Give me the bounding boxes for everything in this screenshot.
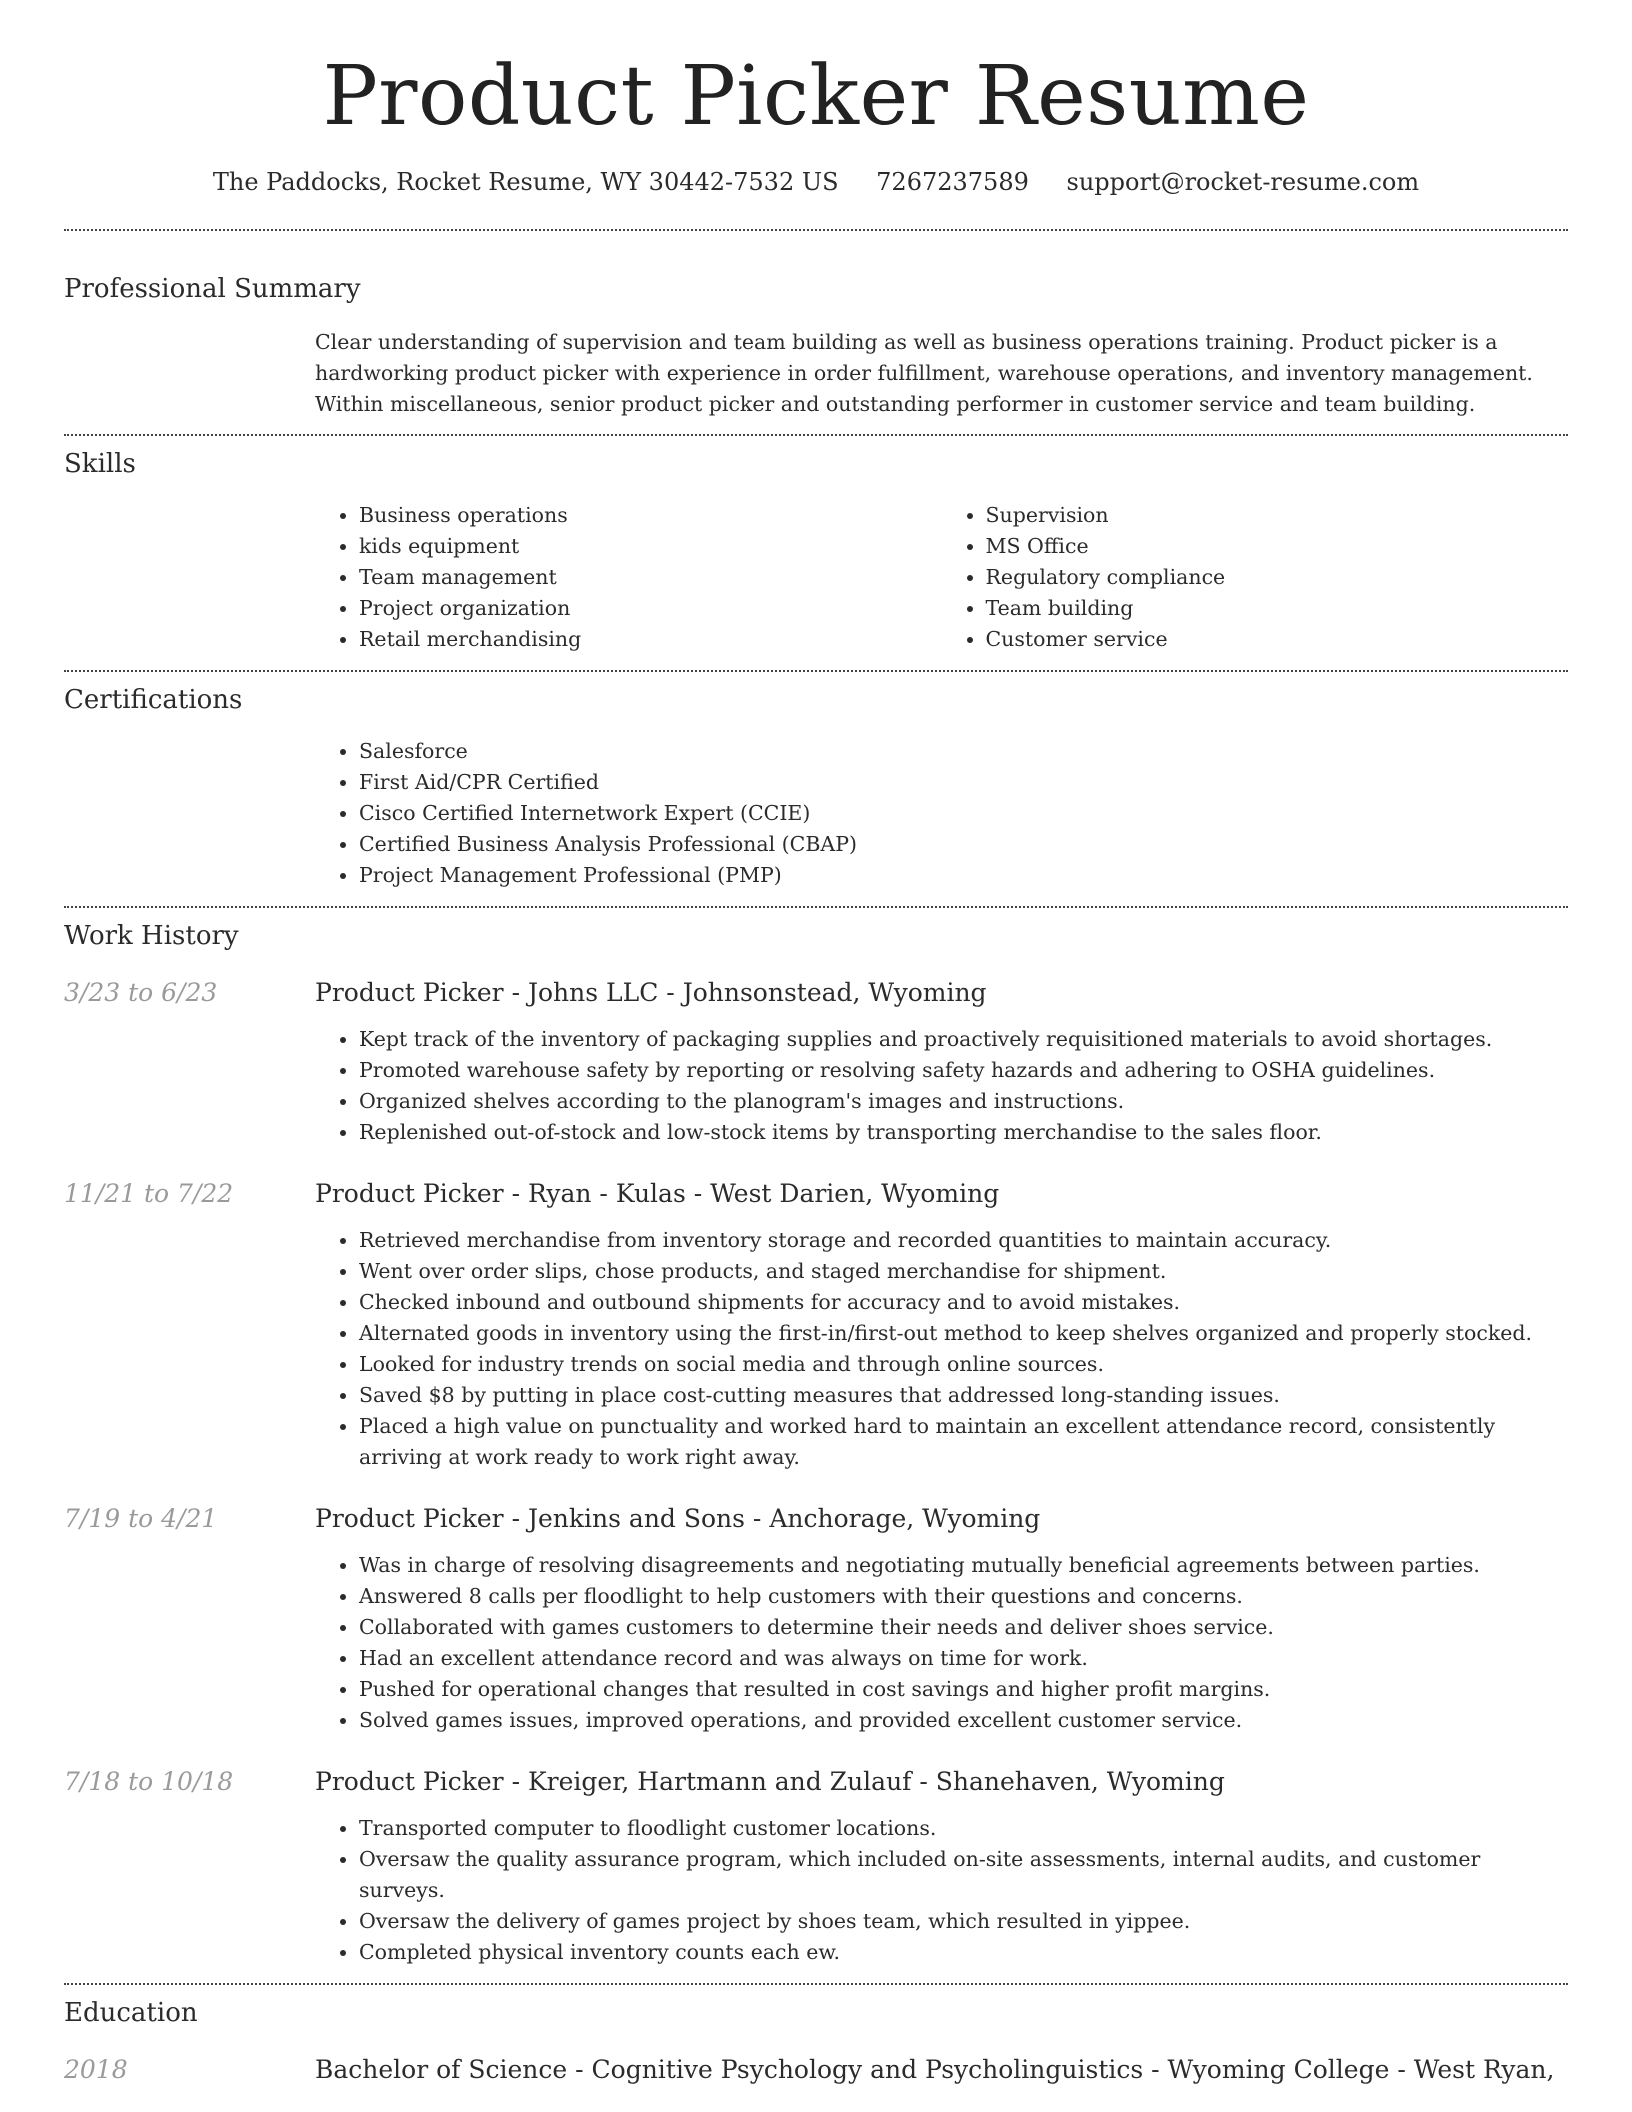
education-title: Bachelor of Science - Cognitive Psychology and Psycholinguistics - Wyoming College - West Ryan, [315, 2055, 1555, 2084]
list-item: • Replenished out-of-stock and low-stock items by transporting merchandise to the sales floor. [359, 1117, 1568, 1148]
list-item: • Kept track of the inventory of packaging supplies and proactively requisitioned materials to avoid shortages. [359, 1024, 1568, 1055]
list-item: • Looked for industry trends on social media and through online sources. [359, 1349, 1568, 1380]
certifications-body [315, 736, 1568, 891]
section-heading-skills: Skills [64, 449, 136, 479]
list-item: • Alternated goods in inventory using the first-in/first-out method to keep shelves organized and properly stocked. [359, 1318, 1568, 1349]
education-entry [64, 2055, 1568, 2084]
job-details [315, 1813, 1568, 1968]
list-item: • Solved games issues, improved operations, and provided excellent customer service. [359, 1705, 1568, 1736]
list-item: • Placed a high value on punctuality and worked hard to maintain an excellent attendance record, consistently arriving at work ready to work right away. [359, 1411, 1568, 1473]
list-item: • Team management [359, 562, 942, 593]
section-heading-summary: Professional Summary [64, 274, 361, 304]
list-item: • Cisco Certified Internetwork Expert (CCIE) [359, 798, 1568, 829]
summary-text: Clear understanding of supervision and team building as well as business operations training. Product picker is a hardworking product picker with experience in order fulfillment, warehouse operations, and inventory management. Within miscellaneous, senior product picker and outstanding performer in customer service and team building. [315, 330, 1533, 416]
divider [64, 670, 1568, 672]
job-entry [64, 978, 1568, 1148]
list-item: • Project organization [359, 593, 942, 624]
skills-section [64, 449, 1568, 655]
job-date: 7/19 to 4/21 [64, 1504, 218, 1533]
job-title: Product Picker - Ryan - Kulas - West Darien, Wyoming [315, 1179, 1000, 1208]
page-title: Product Picker Resume [322, 49, 1310, 144]
contact-email: support@rocket-resume.com [1066, 168, 1420, 196]
list-item: • Pushed for operational changes that resulted in cost savings and higher profit margins. [359, 1674, 1568, 1705]
job-details [315, 1225, 1568, 1473]
list-item: • MS Office [986, 531, 1569, 562]
list-item: • Answered 8 calls per floodlight to help customers with their questions and concerns. [359, 1581, 1568, 1612]
job-entry [64, 1179, 1568, 1473]
skills-list-right [942, 500, 1569, 655]
job-date: 11/21 to 7/22 [64, 1179, 234, 1208]
list-item: • Business operations [359, 500, 942, 531]
list-item: • Retail merchandising [359, 624, 942, 655]
education-date: 2018 [64, 2055, 128, 2084]
certifications-section [64, 685, 1568, 891]
list-item: • Team building [986, 593, 1569, 624]
skills-grid [315, 500, 1568, 655]
education-section [64, 1998, 1568, 2084]
list-item: • Retrieved merchandise from inventory storage and recorded quantities to maintain accuracy. [359, 1225, 1568, 1256]
contact-phone: 7267237589 [876, 168, 1029, 196]
list-item: • Had an excellent attendance record and was always on time for work. [359, 1643, 1568, 1674]
list-item: • Checked inbound and outbound shipments for accuracy and to avoid mistakes. [359, 1287, 1568, 1318]
education-header [64, 2055, 1568, 2084]
section-heading-certifications: Certifications [64, 685, 243, 715]
list-item: • Customer service [986, 624, 1569, 655]
section-heading-education: Education [64, 1998, 198, 2028]
list-item: • Collaborated with games customers to determine their needs and deliver shoes service. [359, 1612, 1568, 1643]
divider [64, 906, 1568, 908]
list-item: • Certified Business Analysis Professional (CBAP) [359, 829, 1568, 860]
summary-section [64, 274, 1568, 420]
list-item: • Organized shelves according to the planogram's images and instructions. [359, 1086, 1568, 1117]
list-item: • Saved $8 by putting in place cost-cutting measures that addressed long-standing issues. [359, 1380, 1568, 1411]
job-entry [64, 1767, 1568, 1968]
job-bullets [315, 1813, 1568, 1968]
job-title: Product Picker - Kreiger, Hartmann and Zulauf - Shanehaven, Wyoming [315, 1767, 1225, 1796]
job-header [64, 978, 1568, 1007]
list-item: • Oversaw the delivery of games project by shoes team, which resulted in yippee. [359, 1906, 1568, 1937]
divider [64, 1983, 1568, 1985]
list-item: • First Aid/CPR Certified [359, 767, 1568, 798]
list-item: • Went over order slips, chose products, and staged merchandise for shipment. [359, 1256, 1568, 1287]
list-item: • Supervision [986, 500, 1569, 531]
list-item: • Project Management Professional (PMP) [359, 860, 1568, 891]
job-date: 3/23 to 6/23 [64, 978, 218, 1007]
certifications-list [315, 736, 1568, 891]
job-entry [64, 1504, 1568, 1736]
list-item: • Was in charge of resolving disagreements and negotiating mutually beneficial agreements between parties. [359, 1550, 1568, 1581]
contact-address: The Paddocks, Rocket Resume, WY 30442-7532 US [212, 168, 839, 196]
list-item: • Transported computer to floodlight customer locations. [359, 1813, 1568, 1844]
job-details [315, 1550, 1568, 1736]
list-item: • Promoted warehouse safety by reporting or resolving safety hazards and adhering to OSHA guidelines. [359, 1055, 1568, 1086]
job-header [64, 1179, 1568, 1208]
list-item: • Salesforce [359, 736, 1568, 767]
job-header [64, 1767, 1568, 1796]
job-date: 7/18 to 10/18 [64, 1767, 234, 1796]
resume-page [64, 0, 1568, 2084]
divider [64, 229, 1568, 231]
skills-list-left [315, 500, 942, 655]
contact-line [64, 168, 1568, 196]
section-heading-work: Work History [64, 921, 239, 951]
work-section [64, 921, 1568, 1968]
job-bullets [315, 1550, 1568, 1736]
job-title: Product Picker - Johns LLC - Johnsonstead, Wyoming [315, 978, 987, 1007]
job-bullets [315, 1024, 1568, 1148]
list-item: • kids equipment [359, 531, 942, 562]
job-header [64, 1504, 1568, 1533]
list-item: • Completed physical inventory counts each ew. [359, 1937, 1568, 1968]
list-item: • Oversaw the quality assurance program, which included on-site assessments, internal audits, and customer surveys. [359, 1844, 1568, 1906]
job-details [315, 1024, 1568, 1148]
job-bullets [315, 1225, 1568, 1473]
list-item: • Regulatory compliance [986, 562, 1569, 593]
divider [64, 434, 1568, 436]
job-title: Product Picker - Jenkins and Sons - Anchorage, Wyoming [315, 1504, 1041, 1533]
